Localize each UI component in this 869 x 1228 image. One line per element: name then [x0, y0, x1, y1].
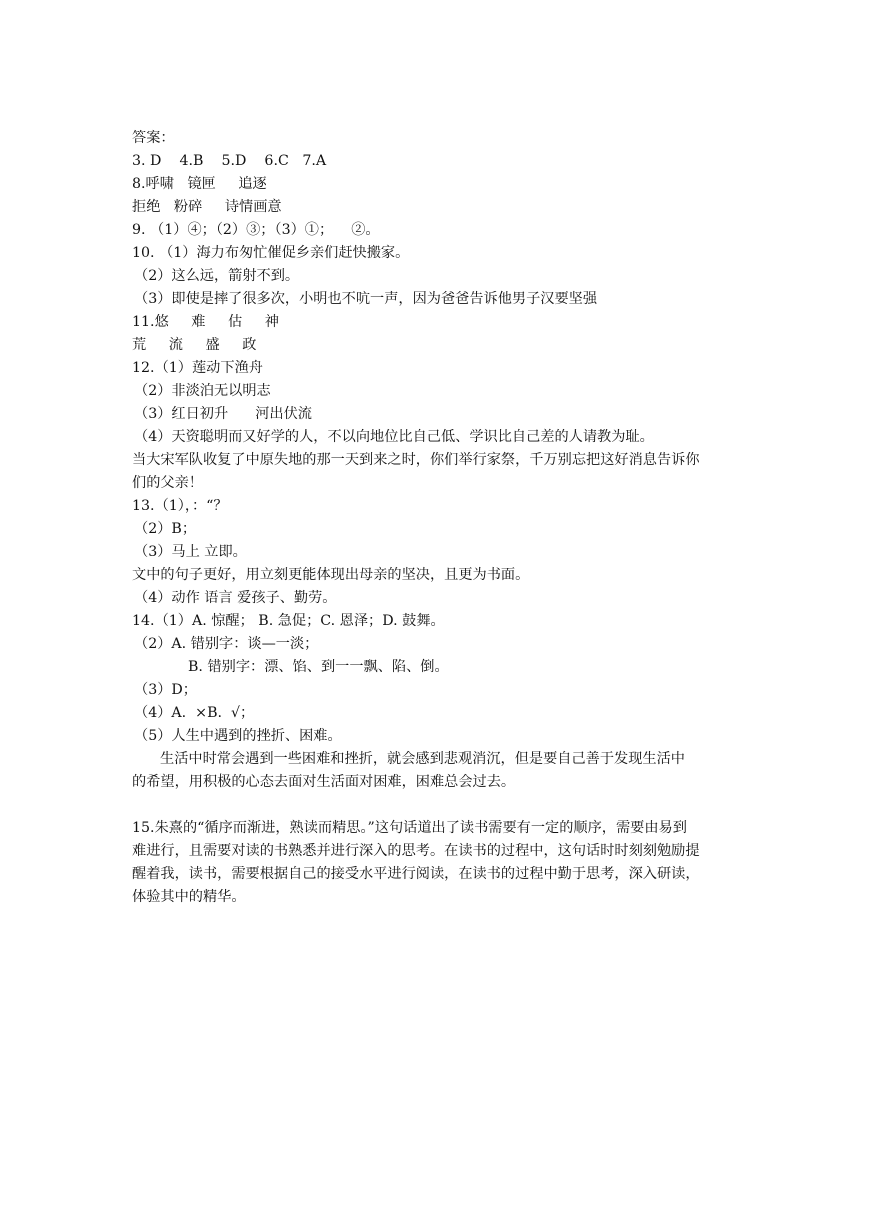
answer-line-12-translation-a: 当大宋军队收复了中原失地的那一天到来之时，你们举行家祭，千万别忘把这好消息告诉你: [132, 452, 700, 468]
answer-line-3-7: 3. D 4.B 5.D 6.C 7.A: [132, 153, 327, 169]
answer-line-12-1: 12.（1）莲动下渔舟: [132, 360, 263, 376]
answer-line-11a: 11.悠 难 估 神: [132, 314, 279, 330]
answer-line-14-2b: B. 错别字：漂、馅、到一一飘、陷、倒。: [188, 659, 449, 675]
answer-line-13-2: （2）B；: [134, 521, 197, 537]
answer-line-15c: 醒着我，读书，需要根据自己的接受水平进行阅读，在读书的过程中勤于思考，深入研读，: [132, 866, 700, 882]
answer-line-8a: 8.呼啸 镜匣 追逐: [132, 176, 267, 192]
answer-line-12-3: （3）红日初升 河出伏流: [134, 406, 312, 422]
answer-line-14-5: （5）人生中遇到的挫折、困难。: [134, 728, 342, 744]
answer-line-14-5-para-a: 生活中时常会遇到一些困难和挫折，就会感到悲观消沉，但是要自己善于发现生活中: [160, 751, 685, 767]
answer-line-14-1: 14.（1）A. 惊醒； B. 急促；C. 恩泽；D. 鼓舞。: [132, 613, 445, 629]
answer-line-14-4: （4）A. ×B. √；: [134, 705, 255, 721]
answer-line-13-3-explain: 文中的句子更好，用立刻更能体现出母亲的坚决，且更为书面。: [132, 567, 530, 583]
answer-line-13-4: （4）动作 语言 爱孩子、勤劳。: [134, 590, 337, 606]
answer-line-10-3: （3）即使是摔了很多次，小明也不吭一声，因为爸爸告诉他男子汉要坚强: [134, 291, 598, 307]
answer-line-12-2: （2）非淡泊无以明志: [134, 383, 271, 399]
answer-line-13-1: 13.（1），：“？: [132, 498, 228, 514]
answer-line-12-4: （4）天资聪明而又好学的人，不以向地位比自己低、学识比自己差的人请教为耻。: [134, 429, 654, 445]
answer-line-10-1: 10. （1）海力布匆忙催促乡亲们赶快搬家。: [132, 245, 410, 261]
answer-line-9: 9. （1）④；（2）③；（3）①； ②。: [132, 222, 380, 238]
answer-line-8b: 拒绝 粉碎 诗情画意: [132, 199, 282, 215]
answer-line-14-3: （3）D；: [134, 682, 197, 698]
answer-line-14-5-para-b: 的希望，用积极的心态去面对生活面对困难，困难总会过去。: [132, 774, 516, 790]
answer-line-15a: 15.朱熹的“循序而渐进，熟读而精思。”这句话道出了读书需要有一定的顺序，需要由易到: [132, 820, 687, 836]
answer-line-14-2a: （2）A. 错别字：谈—一淡；: [134, 636, 319, 652]
answer-line-12-translation-b: 们的父亲！: [132, 475, 203, 491]
answer-line-15b: 难进行，且需要对读的书熟悉并进行深入的思考。在读书的过程中，这句话时时刻刻勉励提: [132, 843, 700, 859]
answer-line-10-2: （2）这么远，箭射不到。: [134, 268, 300, 284]
answer-line-15d: 体验其中的精华。: [132, 889, 246, 905]
answer-line-11b: 荒 流 盛 政: [132, 337, 257, 353]
answer-line-13-3: （3）马上 立即。: [134, 544, 247, 560]
answer-heading: 答案：: [132, 130, 175, 146]
